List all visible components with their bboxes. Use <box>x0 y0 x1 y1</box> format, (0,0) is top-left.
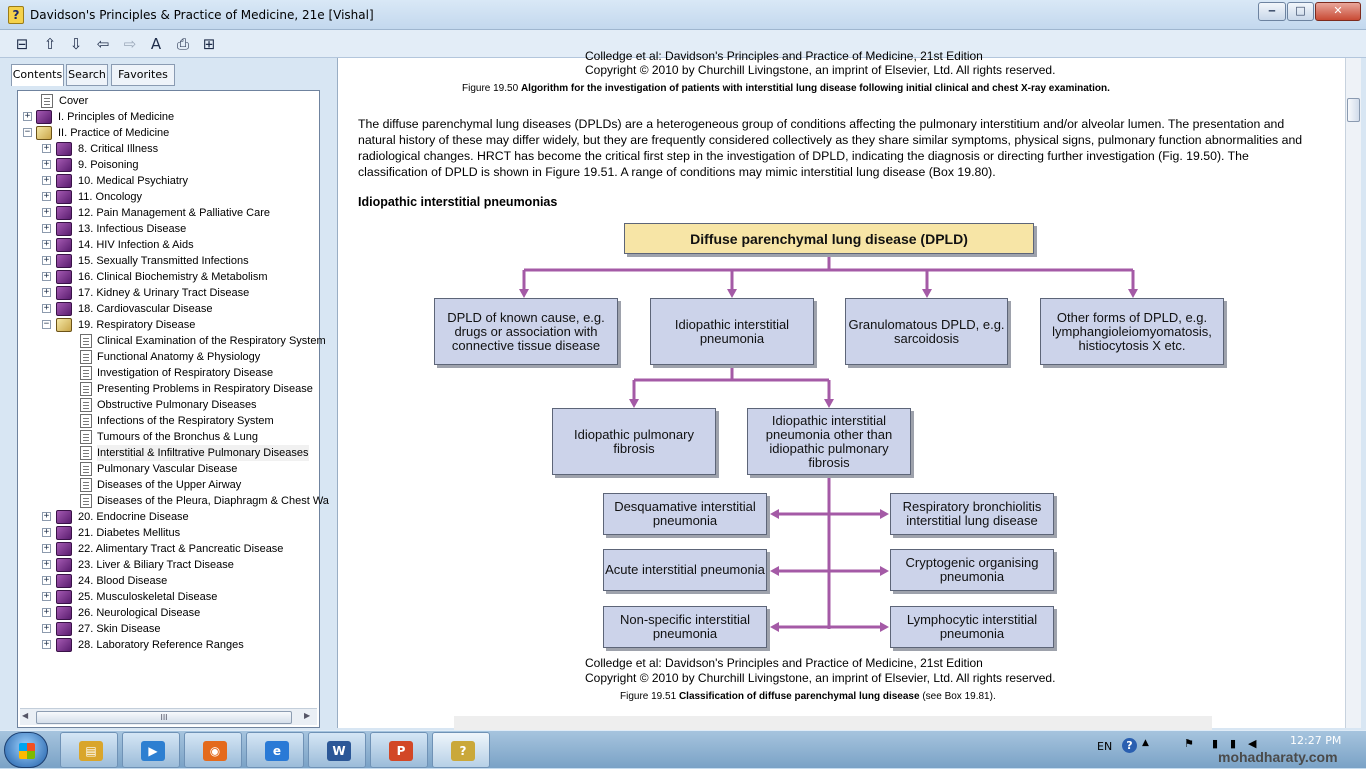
taskbar <box>0 730 1366 768</box>
tree-item-label: Presenting Problems in Respiratory Disease <box>97 383 313 395</box>
flag-icon[interactable]: ⚑ <box>1184 737 1194 750</box>
help-icon[interactable]: ? <box>1122 738 1137 753</box>
tab-search[interactable]: Search <box>66 64 108 86</box>
diagram-box-rb-ild: Respiratory bronchiolitis interstitial lung disease <box>890 493 1054 535</box>
minimize-button[interactable]: ‒ <box>1258 2 1286 21</box>
scroll-left-icon[interactable]: ◀ <box>22 711 29 720</box>
next-box-header <box>454 716 1212 730</box>
diagram-box-non-ipf: Idiopathic interstitial pneumonia other than idiopathic pulmonary fibrosis <box>747 408 911 475</box>
word-icon: W <box>327 741 351 761</box>
expand-icon[interactable]: + <box>43 591 50 601</box>
copyright-bottom: Copyright © 2010 by Churchill Livingstone, an imprint of Elsevier, Ltd. All rights reserved. <box>585 671 1056 685</box>
diagram-box-aip: Acute interstitial pneumonia <box>603 549 767 591</box>
page-icon <box>80 478 92 492</box>
tab-favorites[interactable]: Favorites <box>111 64 175 86</box>
collapse-icon[interactable]: − <box>24 127 31 137</box>
tree-item-label: 26. Neurological Disease <box>78 607 201 619</box>
title-bar <box>0 0 1366 30</box>
tree-item-label: Diseases of the Pleura, Diaphragm & Chest Wa <box>97 495 329 507</box>
tree-item-label: 21. Diabetes Mellitus <box>78 527 181 539</box>
book-icon <box>56 574 72 588</box>
copyright-top: Copyright © 2010 by Churchill Livingstone, an imprint of Elsevier, Ltd. All rights reserved. <box>585 63 1056 77</box>
page-icon <box>80 446 92 460</box>
tree-item-label: 19. Respiratory Disease <box>78 319 196 331</box>
print-icon[interactable]: ⎙ <box>176 35 189 53</box>
book-icon <box>56 606 72 620</box>
tree-item-label: Cover <box>59 95 89 107</box>
diagram-box-idiopathic: Idiopathic interstitial pneumonia <box>650 298 814 365</box>
book-icon <box>56 526 72 540</box>
tree-item-label: 20. Endocrine Disease <box>78 511 189 523</box>
tree-item-label: 22. Alimentary Tract & Pancreatic Disease <box>78 543 284 555</box>
tree-horizontal-scrollbar[interactable] <box>20 708 317 725</box>
volume-icon[interactable]: ◀ <box>1248 737 1257 750</box>
expand-icon[interactable]: + <box>43 143 50 153</box>
book-icon <box>56 238 72 252</box>
tree-item-label: 15. Sexually Transmitted Infections <box>78 255 249 267</box>
expand-icon[interactable]: + <box>43 271 50 281</box>
diagram-box-cop: Cryptogenic organising pneumonia <box>890 549 1054 591</box>
book-icon <box>36 110 52 124</box>
watermark-text: mohadharaty.com <box>1218 749 1338 765</box>
expand-icon[interactable]: + <box>43 287 50 297</box>
book-icon <box>56 270 72 284</box>
tree-item-label: II. Practice of Medicine <box>58 127 170 139</box>
network-icon[interactable]: ▮ <box>1230 737 1237 750</box>
tree-item-label: 11. Oncology <box>78 191 143 203</box>
taskbar-internet-explorer[interactable] <box>246 732 304 768</box>
taskbar-windows-explorer[interactable] <box>60 732 118 768</box>
expand-icon[interactable]: + <box>43 639 50 649</box>
diagram-connectors <box>338 58 1346 728</box>
tree-item-label: Infections of the Respiratory System <box>97 415 274 427</box>
content-pane <box>337 49 1345 728</box>
expand-icon[interactable]: + <box>43 511 50 521</box>
tree-item-label: I. Principles of Medicine <box>58 111 175 123</box>
collapse-icon[interactable]: − <box>43 319 50 329</box>
tree-item-label: 10. Medical Psychiatry <box>78 175 189 187</box>
options-icon[interactable]: ⊞ <box>202 35 216 53</box>
windows-logo-icon <box>19 743 35 759</box>
next-icon[interactable]: ⇩ <box>69 35 83 53</box>
diagram-box-other-forms: Other forms of DPLD, e.g. lymphangioleiomyomatosis, histiocytosis X etc. <box>1040 298 1224 365</box>
arrowhead <box>629 399 639 408</box>
tree-item-label: 18. Cardiovascular Disease <box>78 303 213 315</box>
taskbar-media-player[interactable] <box>122 732 180 768</box>
diagram-box-dip: Desquamative interstitial pneumonia <box>603 493 767 535</box>
page-icon <box>80 334 92 348</box>
taskbar-help-viewer[interactable] <box>432 732 490 768</box>
page-icon <box>80 494 92 508</box>
arrowhead <box>727 289 737 298</box>
book-icon <box>56 590 72 604</box>
system-tray <box>1094 731 1366 769</box>
book-icon <box>56 638 72 652</box>
tree-item-label: 27. Skin Disease <box>78 623 161 635</box>
tree-item-label: 9. Poisoning <box>78 159 139 171</box>
expand-icon[interactable]: + <box>43 223 50 233</box>
maximize-button[interactable]: □ <box>1287 2 1314 21</box>
arrowhead <box>1128 289 1138 298</box>
internet-explorer-icon: e <box>265 741 289 761</box>
firefox-icon: ◉ <box>203 741 227 761</box>
page-icon <box>41 94 53 108</box>
tree-item-label: 14. HIV Infection & Aids <box>78 239 194 251</box>
tree-item-label: Diseases of the Upper Airway <box>97 479 242 491</box>
expand-icon[interactable]: + <box>43 175 50 185</box>
page-icon <box>80 398 92 412</box>
diagram-box-lip: Lymphocytic interstitial pneumonia <box>890 606 1054 648</box>
page-icon <box>80 462 92 476</box>
arrowhead <box>824 399 834 408</box>
diagram-box-dpld: Diffuse parenchymal lung disease (DPLD) <box>624 223 1034 254</box>
book-icon <box>56 558 72 572</box>
arrowhead <box>880 509 889 519</box>
figure-19-51-caption <box>620 691 996 702</box>
taskbar-powerpoint[interactable] <box>370 732 428 768</box>
tree-item-label: 17. Kidney & Urinary Tract Disease <box>78 287 250 299</box>
arrowhead <box>880 622 889 632</box>
tree-item-label: 16. Clinical Biochemistry & Metabolism <box>78 271 268 283</box>
expand-icon[interactable]: + <box>43 623 50 633</box>
book-icon <box>56 222 72 236</box>
scroll-right-icon[interactable]: ▶ <box>304 711 311 720</box>
page-icon <box>80 430 92 444</box>
tree-item-label: Clinical Examination of the Respiratory System <box>97 335 326 347</box>
help-app-icon: ? <box>8 6 24 24</box>
book-icon <box>56 206 72 220</box>
locate-icon[interactable]: ⇧ <box>43 35 57 53</box>
expand-icon[interactable]: + <box>43 159 50 169</box>
tree-item-label: 25. Musculoskeletal Disease <box>78 591 218 603</box>
show-hidden-icon[interactable]: ▲ <box>1142 738 1149 748</box>
tree-item-label: Tumours of the Bronchus & Lung <box>97 431 259 443</box>
tree-item-label: Functional Anatomy & Physiology <box>97 351 261 363</box>
tree-item-label: Interstitial & Infiltrative Pulmonary Diseases <box>97 447 309 459</box>
window-title: Davidson's Principles & Practice of Medicine, 21e [Vishal] <box>30 8 374 22</box>
book-icon <box>56 510 72 524</box>
power-icon[interactable]: ▮ <box>1212 737 1219 750</box>
figure-19-51-ref: (see Box 19.81). <box>922 691 996 702</box>
open-book-icon <box>36 126 52 140</box>
page-icon <box>80 414 92 428</box>
expand-icon[interactable]: + <box>43 559 50 569</box>
figure-19-50-label: Figure 19.50 <box>462 83 519 94</box>
taskbar-firefox[interactable] <box>184 732 242 768</box>
book-icon <box>56 190 72 204</box>
language-indicator[interactable]: EN <box>1097 740 1113 753</box>
taskbar-word[interactable] <box>308 732 366 768</box>
tree-item-label: 23. Liver & Biliary Tract Disease <box>78 559 234 571</box>
figure-19-51-label: Figure 19.51 <box>620 691 677 702</box>
page-icon <box>80 382 92 396</box>
powerpoint-icon: P <box>389 741 413 761</box>
section-heading: Idiopathic interstitial pneumonias <box>358 195 558 209</box>
tree-item-label: 24. Blood Disease <box>78 575 168 587</box>
font-size-icon[interactable]: A <box>150 35 162 53</box>
diagram-box-known-cause: DPLD of known cause, e.g. drugs or association with connective tissue disease <box>434 298 618 365</box>
help-viewer-icon: ? <box>451 741 475 761</box>
arrowhead <box>770 566 779 576</box>
figure-19-51-title: Classification of diffuse parenchymal lung disease <box>678 691 920 702</box>
content-vertical-scrollbar[interactable] <box>1345 58 1361 728</box>
tree-item-label: 12. Pain Management & Palliative Care <box>78 207 270 219</box>
open-book-icon <box>56 318 72 332</box>
windows-explorer-icon: ▤ <box>79 741 103 761</box>
expand-icon[interactable]: + <box>43 543 50 553</box>
book-icon <box>56 302 72 316</box>
book-icon <box>56 286 72 300</box>
expand-icon[interactable]: + <box>43 191 50 201</box>
expand-icon[interactable]: + <box>43 255 50 265</box>
tree-item-label: 13. Infectious Disease <box>78 223 187 235</box>
expand-icon[interactable]: + <box>43 575 50 585</box>
arrowhead <box>770 509 779 519</box>
tree-item-label: Obstructive Pulmonary Diseases <box>97 399 257 411</box>
diagram-box-ipf: Idiopathic pulmonary fibrosis <box>552 408 716 475</box>
arrowhead <box>922 289 932 298</box>
page-icon <box>80 366 92 380</box>
tree-item-label: 28. Laboratory Reference Ranges <box>78 639 244 651</box>
arrowhead <box>519 289 529 298</box>
forward-icon[interactable]: ⇨ <box>123 35 137 53</box>
body-paragraph: The diffuse parenchymal lung diseases (DPLDs) are a heterogeneous group of conditions affecting the pulmonary interstitium and/or alveolar lumen. The presentation and natural history of these may differ widely, but they are frequently considered collectively as they share similar symptoms, physical signs, pulmonary function abnormalities and radiological changes. HRCT has become the critical first step in the investigation of DPLD, indicating the diagnosis or directing further investigation (Fig. 19.50). The classification of DPLD is shown in Figure 19.51. A range of conditions may mimic interstitial lung disease (Box 19.80). <box>358 117 1303 179</box>
arrowhead <box>880 566 889 576</box>
scroll-thumb[interactable]: III <box>36 711 292 724</box>
expand-icon[interactable]: + <box>24 111 31 121</box>
book-icon <box>56 174 72 188</box>
figure-19-50-title: Algorithm for the investigation of patients with interstitial lung disease following initial clinical and chest X-ray examination. <box>520 83 1110 94</box>
tab-contents[interactable]: Contents <box>11 64 64 86</box>
expand-icon[interactable]: + <box>43 607 50 617</box>
scroll-thumb[interactable] <box>1347 98 1360 122</box>
book-icon <box>56 142 72 156</box>
expand-icon[interactable]: + <box>43 303 50 313</box>
tree-item-label: 8. Critical Illness <box>78 143 159 155</box>
contents-tree <box>17 90 329 728</box>
tree-item-label: Pulmonary Vascular Disease <box>97 463 238 475</box>
clock-time[interactable]: 12:27 PM <box>1290 734 1342 747</box>
citation-top-cut: Colledge et al: Davidson's Principles and Practice of Medicine, 21st Edition <box>585 49 983 63</box>
expand-icon[interactable]: + <box>43 207 50 217</box>
page-icon <box>80 350 92 364</box>
expand-icon[interactable]: + <box>43 239 50 249</box>
media-player-icon: ▶ <box>141 741 165 761</box>
citation-bottom: Colledge et al: Davidson's Principles and Practice of Medicine, 21st Edition <box>585 656 983 670</box>
hide-icon[interactable]: ⊟ <box>15 35 29 53</box>
diagram-box-granulomatous: Granulomatous DPLD, e.g. sarcoidosis <box>845 298 1008 365</box>
book-icon <box>56 254 72 268</box>
book-icon <box>56 158 72 172</box>
close-button[interactable]: ✕ <box>1315 2 1361 21</box>
book-icon <box>56 622 72 636</box>
tree-item-label: Investigation of Respiratory Disease <box>97 367 274 379</box>
expand-icon[interactable]: + <box>43 527 50 537</box>
book-icon <box>56 542 72 556</box>
arrowhead <box>770 622 779 632</box>
start-button[interactable] <box>4 732 48 768</box>
diagram-box-nsip: Non-specific interstitial pneumonia <box>603 606 767 648</box>
back-icon[interactable]: ⇦ <box>96 35 110 53</box>
